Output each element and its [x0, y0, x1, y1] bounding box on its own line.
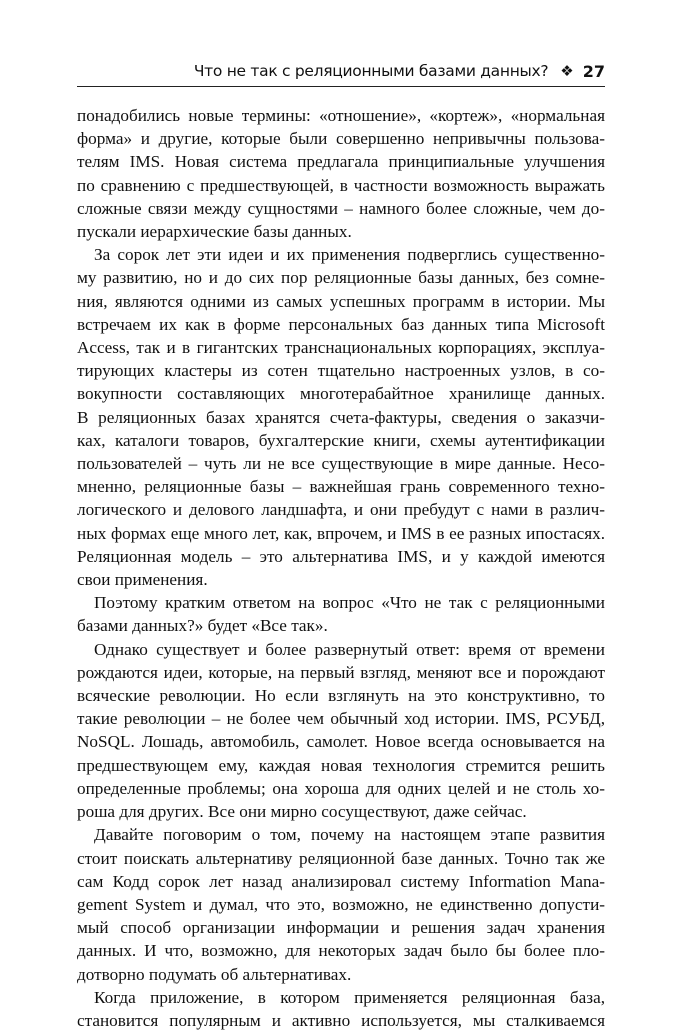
paragraph-line: ния, являются одними из самых успешных программ в истории. Мы — [77, 291, 605, 311]
paragraph-line: NoSQL. Лошадь, автомобиль, самолет. Новое всегда основывается на — [77, 732, 605, 752]
paragraph-line: базами данных?» будет «Все так». — [77, 616, 328, 636]
paragraph-line: пользователей – чуть ли не все существующие в мире данные. Несо- — [77, 454, 605, 474]
paragraph-line: логического и делового ландшафта, и они пребудут с нами в различ- — [77, 500, 605, 520]
page-number: 27 — [582, 61, 605, 81]
paragraph-line: сложные связи между сущностями – намного более сложные, чем до- — [77, 198, 605, 218]
paragraph-line: свои применения. — [77, 570, 208, 590]
paragraph-line: рождаются идеи, которые, на первый взгляд, меняют все и порождают — [77, 662, 605, 682]
header-rule — [77, 86, 605, 87]
paragraph-line: форма» и другие, которые были совершенно непривычны пользова- — [77, 129, 605, 149]
paragraph-line: становится популярным и активно используется, мы сталкиваемся — [77, 1010, 605, 1030]
paragraph-line: предшествующем ему, каждая новая технология стремится решить — [77, 755, 605, 775]
paragraph-line: ках, каталоги товаров, бухгалтерские книги, схемы аутентификации — [77, 430, 605, 450]
paragraph-line: тирующих кластеры из сотен тщательно настроенных узлов, в со- — [77, 361, 605, 381]
paragraph-line: му развитию, но и до сих пор реляционные базы данных, без сомне- — [77, 268, 605, 288]
paragraph-line: ных формах еще много лет, как, впрочем, и IMS в ее разных ипостасях. — [77, 523, 605, 543]
paragraph-line: вокупности составляющих многотерабайтное хранилище данных. — [77, 384, 605, 404]
paragraph-line: телям IMS. Новая система предлагала принципиальные улучшения — [77, 152, 605, 172]
paragraph-line: данных. И что, возможно, для некоторых задач было бы более пло- — [77, 941, 605, 961]
paragraph-line: мый способ организации информации и решения задач хранения — [77, 918, 605, 938]
paragraph-first-line: понадобились новые термины: «отношение», «кортеж», «нормальная — [77, 106, 605, 125]
paragraph-line: роша для других. Все они мирно сосуществуют, даже сейчас. — [77, 802, 527, 822]
body-text — [77, 104, 605, 1032]
paragraph-first-line: Поэтому кратким ответом на вопрос «Что не так с реляционными — [94, 593, 605, 613]
paragraph-line: определенные проблемы; она хороша для одних целей и не столь хо- — [77, 778, 605, 798]
paragraph-line: стоит поискать альтернативу реляционной базе данных. Точно так же — [77, 848, 605, 868]
paragraph-line: сам Кодд сорок лет назад анализировал систему Information Mana- — [77, 871, 605, 891]
paragraph-line: Access, так и в гигантских транснациональных корпорациях, эксплуа- — [77, 338, 605, 358]
paragraph-line: В реляционных базах хранятся счета-фактуры, сведения о заказчи- — [77, 407, 605, 427]
paragraph-line: встречаем их как в форме персональных баз данных типа Microsoft — [77, 314, 605, 334]
header-title: Что не так с реляционными базами данных? — [193, 62, 549, 80]
paragraph-line: по сравнению с предшествующей, в частности возможность выражать — [77, 175, 605, 195]
paragraph-line: пускали иерархические базы данных. — [77, 222, 352, 242]
paragraph-line: Реляционная модель – это альтернатива IMS, и у каждой имеются — [77, 546, 605, 566]
paragraph-line: такие революции – не более чем обычный ход истории. IMS, РСУБД, — [77, 709, 605, 729]
paragraph-line: gement System и думал, что это, возможно, не единственно допусти- — [77, 894, 605, 914]
paragraph-first-line: За сорок лет эти идеи и их применения подверглись существенно- — [94, 245, 605, 265]
paragraph-line: всяческие революции. Но если взглянуть на это конструктивно, то — [77, 686, 605, 706]
paragraph-line: мненно, реляционные базы – важнейшая грань современного техно- — [77, 477, 605, 497]
paragraph-line: дотворно подумать об альтернативах. — [77, 964, 352, 984]
fleuron-icon: ❖ — [560, 62, 574, 80]
running-header — [77, 56, 605, 86]
paragraph-first-line: Давайте поговорим о том, почему на настоящем этапе развития — [94, 825, 605, 845]
paragraph-first-line: Однако существует и более развернутый ответ: время от времени — [94, 639, 605, 659]
paragraph-first-line: Когда приложение, в котором применяется реляционная база, — [94, 987, 605, 1007]
